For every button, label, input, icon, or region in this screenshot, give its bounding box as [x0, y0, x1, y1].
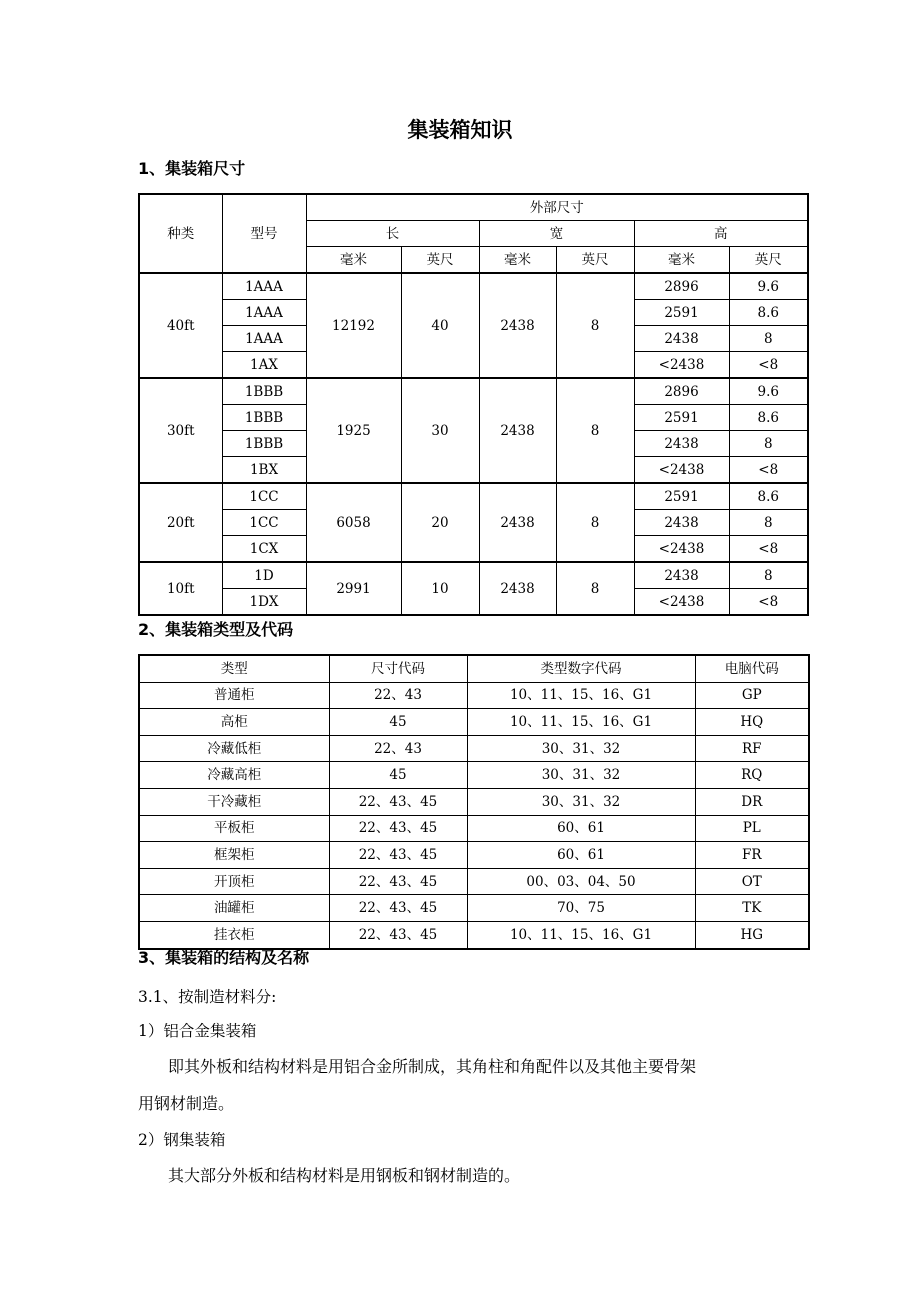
- table-row: [139, 895, 809, 922]
- item1-body-line2: 用钢材制造。: [138, 1094, 235, 1113]
- computer-code-cell: RF: [695, 735, 809, 762]
- type-number-code-cell: 10、11、15、16、G1: [467, 709, 695, 736]
- table-row: [139, 273, 808, 300]
- height-ft-cell: 8: [729, 431, 808, 457]
- header-type: 类型: [139, 655, 329, 682]
- type-cell: 油罐柜: [139, 895, 329, 922]
- height-ft-cell: <8: [729, 536, 808, 563]
- size-code-cell: 22、43、45: [329, 842, 467, 869]
- height-ft-cell: 8: [729, 510, 808, 536]
- height-ft-cell: <8: [729, 457, 808, 484]
- width-mm-cell: 2438: [479, 483, 556, 562]
- table-row: [139, 378, 808, 405]
- height-mm-cell: <2438: [634, 536, 729, 563]
- height-ft-cell: 9.6: [729, 378, 808, 405]
- length-mm-cell: 1925: [306, 378, 401, 483]
- height-mm-cell: 2896: [634, 273, 729, 300]
- size-code-cell: 45: [329, 709, 467, 736]
- table-header-row: [139, 655, 809, 682]
- type-cell: 干冷藏柜: [139, 788, 329, 815]
- type-number-code-cell: 30、31、32: [467, 735, 695, 762]
- height-mm-cell: <2438: [634, 589, 729, 616]
- model-cell: 1AAA: [222, 326, 306, 352]
- size-code-cell: 22、43、45: [329, 788, 467, 815]
- computer-code-cell: HQ: [695, 709, 809, 736]
- width-mm-cell: 2438: [479, 273, 556, 378]
- section3-heading: 3、集装箱的结构及名称: [138, 948, 310, 967]
- height-ft-cell: 8: [729, 562, 808, 589]
- size-code-cell: 22、43、45: [329, 895, 467, 922]
- height-mm-cell: 2438: [634, 562, 729, 589]
- kind-cell: 40ft: [139, 273, 222, 378]
- computer-code-cell: GP: [695, 682, 809, 709]
- computer-code-cell: TK: [695, 895, 809, 922]
- height-mm-cell: 2896: [634, 378, 729, 405]
- height-mm-cell: <2438: [634, 352, 729, 379]
- model-cell: 1CX: [222, 536, 306, 563]
- height-ft-cell: 8.6: [729, 300, 808, 326]
- kind-cell: 30ft: [139, 378, 222, 483]
- type-cell: 开顶柜: [139, 868, 329, 895]
- section1-heading: 1、集装箱尺寸: [138, 159, 246, 178]
- header-length-ft: 英尺: [401, 247, 479, 274]
- length-ft-cell: 40: [401, 273, 479, 378]
- table-row: [139, 682, 809, 709]
- width-mm-cell: 2438: [479, 378, 556, 483]
- type-cell: 高柜: [139, 709, 329, 736]
- item2-title: 2）钢集装箱: [138, 1131, 226, 1149]
- size-code-cell: 45: [329, 762, 467, 789]
- model-cell: 1BX: [222, 457, 306, 484]
- length-ft-cell: 20: [401, 483, 479, 562]
- length-ft-cell: 30: [401, 378, 479, 483]
- item1-title: 1）铝合金集装箱: [138, 1022, 257, 1040]
- type-number-code-cell: 10、11、15、16、G1: [467, 682, 695, 709]
- model-cell: 1DX: [222, 589, 306, 616]
- width-mm-cell: 2438: [479, 562, 556, 615]
- header-type-number-code: 类型数字代码: [467, 655, 695, 682]
- section2-heading: 2、集装箱类型及代码: [138, 620, 294, 639]
- height-mm-cell: 2591: [634, 300, 729, 326]
- size-code-cell: 22、43: [329, 682, 467, 709]
- type-cell: 普通柜: [139, 682, 329, 709]
- computer-code-cell: HG: [695, 921, 809, 948]
- height-mm-cell: 2438: [634, 326, 729, 352]
- item1-body-line1: 即其外板和结构材料是用铝合金所制成，其角柱和角配件以及其他主要骨架: [168, 1057, 697, 1076]
- table-row: [139, 815, 809, 842]
- type-cell: 冷藏低柜: [139, 735, 329, 762]
- header-height: 高: [634, 221, 808, 247]
- model-cell: 1AAA: [222, 273, 306, 300]
- model-cell: 1CC: [222, 483, 306, 510]
- model-cell: 1D: [222, 562, 306, 589]
- header-kind: 种类: [139, 194, 222, 273]
- type-number-code-cell: 00、03、04、50: [467, 868, 695, 895]
- container-size-table: [138, 193, 809, 616]
- table-row: [139, 842, 809, 869]
- header-width-ft: 英尺: [556, 247, 634, 274]
- header-outer-size: 外部尺寸: [306, 194, 808, 221]
- type-number-code-cell: 10、11、15、16、G1: [467, 921, 695, 948]
- header-size-code: 尺寸代码: [329, 655, 467, 682]
- type-cell: 挂衣柜: [139, 921, 329, 948]
- model-cell: 1BBB: [222, 405, 306, 431]
- computer-code-cell: FR: [695, 842, 809, 869]
- table-row: [139, 735, 809, 762]
- header-width-mm: 毫米: [479, 247, 556, 274]
- header-model: 型号: [222, 194, 306, 273]
- height-mm-cell: 2438: [634, 431, 729, 457]
- table-row: [139, 709, 809, 736]
- header-length-mm: 毫米: [306, 247, 401, 274]
- model-cell: 1AX: [222, 352, 306, 379]
- computer-code-cell: DR: [695, 788, 809, 815]
- length-mm-cell: 12192: [306, 273, 401, 378]
- header-height-mm: 毫米: [634, 247, 729, 274]
- height-ft-cell: 8: [729, 326, 808, 352]
- height-ft-cell: 8.6: [729, 405, 808, 431]
- header-length: 长: [306, 221, 479, 247]
- type-number-code-cell: 60、61: [467, 842, 695, 869]
- type-number-code-cell: 30、31、32: [467, 788, 695, 815]
- model-cell: 1AAA: [222, 300, 306, 326]
- height-ft-cell: 9.6: [729, 273, 808, 300]
- type-number-code-cell: 70、75: [467, 895, 695, 922]
- table-row: [139, 483, 808, 510]
- kind-cell: 10ft: [139, 562, 222, 615]
- length-mm-cell: 6058: [306, 483, 401, 562]
- model-cell: 1BBB: [222, 378, 306, 405]
- length-ft-cell: 10: [401, 562, 479, 615]
- container-type-table: [138, 654, 810, 950]
- kind-cell: 20ft: [139, 483, 222, 562]
- table-row: [139, 762, 809, 789]
- height-ft-cell: 8.6: [729, 483, 808, 510]
- size-code-cell: 22、43、45: [329, 815, 467, 842]
- type-cell: 冷藏高柜: [139, 762, 329, 789]
- height-mm-cell: 2438: [634, 510, 729, 536]
- table-row: [139, 868, 809, 895]
- width-ft-cell: 8: [556, 273, 634, 378]
- size-code-cell: 22、43、45: [329, 868, 467, 895]
- height-ft-cell: <8: [729, 352, 808, 379]
- size-code-cell: 22、43、45: [329, 921, 467, 948]
- length-mm-cell: 2991: [306, 562, 401, 615]
- height-mm-cell: 2591: [634, 405, 729, 431]
- header-width: 宽: [479, 221, 634, 247]
- table-row: [139, 788, 809, 815]
- height-ft-cell: <8: [729, 589, 808, 616]
- table-row: [139, 562, 808, 589]
- header-height-ft: 英尺: [729, 247, 808, 274]
- height-mm-cell: 2591: [634, 483, 729, 510]
- subsection-material: 3.1、按制造材料分:: [138, 988, 277, 1006]
- computer-code-cell: OT: [695, 868, 809, 895]
- computer-code-cell: RQ: [695, 762, 809, 789]
- size-code-cell: 22、43: [329, 735, 467, 762]
- type-cell: 框架柜: [139, 842, 329, 869]
- header-computer-code: 电脑代码: [695, 655, 809, 682]
- table-row: [139, 921, 809, 948]
- model-cell: 1BBB: [222, 431, 306, 457]
- item2-body: 其大部分外板和结构材料是用钢板和钢材制造的。: [168, 1166, 521, 1185]
- page-title: 集装箱知识: [407, 118, 513, 142]
- width-ft-cell: 8: [556, 562, 634, 615]
- type-cell: 平板柜: [139, 815, 329, 842]
- height-mm-cell: <2438: [634, 457, 729, 484]
- type-number-code-cell: 30、31、32: [467, 762, 695, 789]
- computer-code-cell: PL: [695, 815, 809, 842]
- type-number-code-cell: 60、61: [467, 815, 695, 842]
- width-ft-cell: 8: [556, 483, 634, 562]
- width-ft-cell: 8: [556, 378, 634, 483]
- model-cell: 1CC: [222, 510, 306, 536]
